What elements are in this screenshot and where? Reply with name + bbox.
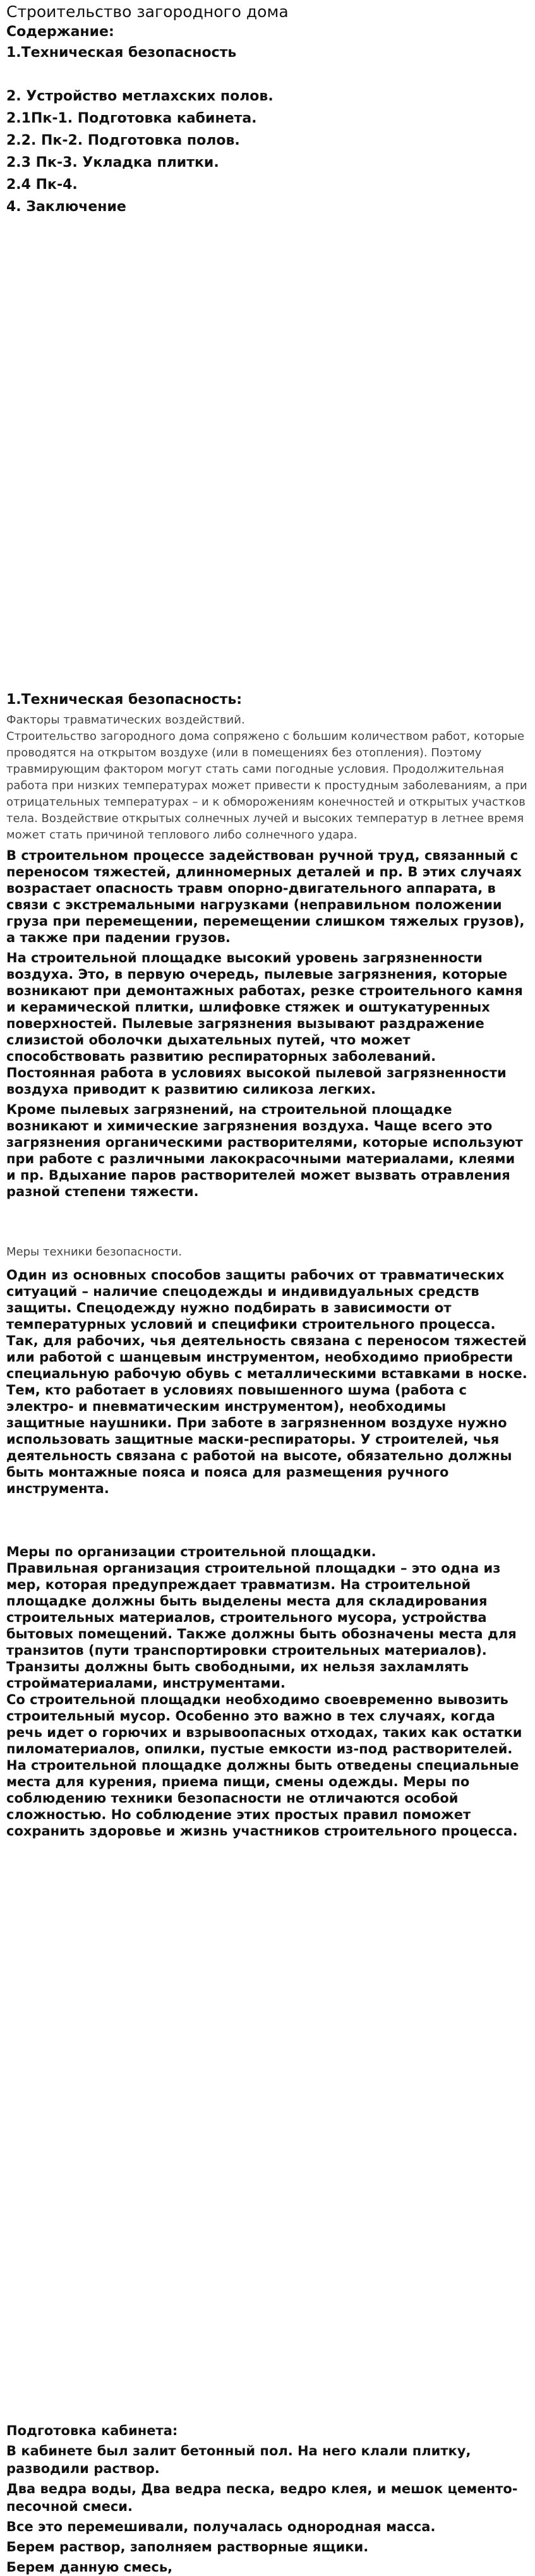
toc-item: 2.4 Пк-4. (6, 177, 78, 193)
document-title: Строительство загородного дома (6, 3, 289, 21)
cabinet-line: Два ведра воды, Два ведра песка, ведро клея, и мешок цементо-песочной смеси. (6, 2481, 518, 2514)
toc-spacer (6, 64, 529, 85)
cabinet-heading: Подготовка кабинета: (6, 2423, 178, 2438)
org-heading: Меры по организации строительной площадки. (6, 1544, 376, 1559)
cabinet-line: Берем данную смесь, (6, 2560, 173, 2575)
toc-heading: Содержание: (6, 24, 114, 40)
paragraph: В строительном процессе задействован ручной труд, связанный с переносом тяжестей, длинномерных деталей и пр. В этих случаях возрастает опасность травм опорно-двигательного аппарата, в связи с экстремальными нагрузками (неправильном положении груза при перемещении, перемещении слишком тяжелых грузов), а также при падении грузов. (6, 848, 525, 945)
factors-heading: Факторы травматических воздействий. (6, 713, 245, 727)
cabinet-line: Берем раствор, заполняем растворные ящики. (6, 2539, 369, 2555)
paragraph: Один из основных способов защиты рабочих от травматических ситуаций – наличие спецодежды и индивидуальных средств защиты. Спецодежду нужно подбирать в зависимости от температурных условий и специфики строительного процесса. Так, для рабочих, чья деятельность связана с переносом тяжестей или работой с шанцевым инструментом, необходимо приобрести специальную рабочую обувь с металлическими вставками в носке. Тем, кто работает в условиях повышенного шума (работа с электро- и пневматическим инструментом), необходимы защитные наушники. При заботе в загрязненном воздухе нужно использовать защитные маски-респираторы. У строителей, чья деятельность связана с работой на высоте, обязательно должны быть монтажные пояса и пояса для размещения ручного инструмента. (6, 1267, 527, 1496)
paragraph: Со строительной площадки необходимо своевременно вывозить строительный мусор. Особенно это важно в тех случаях, когда речь идет о горючих и взрывоопасных отходах, таких как остатки пиломатериалов, опилки, пустые емкости из-под растворителей. На строительной площадке должны быть отведены специальные места для курения, приема пищи, смены одежды. Меры по соблюдению техники безопасности не отличаются особой сложностью. Но соблюдение этих простых правил поможет сохранить здоровье и жизнь участников строительного процесса. (6, 1692, 522, 1839)
cabinet-line: В кабинете был залит бетонный пол. На него клали плитку, разводили раствор. (6, 2443, 471, 2476)
toc-item: 2. Устройство метлахских полов. (6, 88, 274, 104)
blank-space (6, 1200, 529, 1244)
blank-space (6, 1839, 529, 2422)
section-heading: 1.Техническая безопасность: (6, 692, 243, 708)
toc-item: 2.3 Пк-3. Укладка плитки. (6, 155, 219, 171)
blank-space (6, 1497, 529, 1544)
paragraph: На строительной площадке высокий уровень загрязненности воздуха. Это, в первую очередь, пылевые загрязнения, которые возникают при демонтажных работах, резке строительного камня и керамической плитки, шлифовке стяжек и оштукатуренных поверхностей. Пылевые загрязнения вызывают раздражение слизистой оболочки дыхательных путей, что может способствовать развитию респираторных заболеваний. Постоянная работа в условиях высокой пылевой загрязненности воздуха приводит к развитию силикоза легких. (6, 950, 523, 1097)
cabinet-line: Все это перемешивали, получалась однородная масса. (6, 2519, 436, 2534)
toc-item: 2.2. Пк-2. Подготовка полов. (6, 133, 240, 148)
document-page (6, 0, 529, 2576)
toc-item: 1.Техническая безопасность (6, 45, 237, 61)
paragraph: Правильная организация строительной площадки – это одна из мер, которая предупреждает травматизм. На строительной площадке должны быть выделены места для складирования строительных материалов, строительного мусора, устройства бытовых помещений. Также должны быть обозначены места для транзитов (пути транспортировки строительных материалов). Транзиты должны быть свободными, их нельзя захламлять стройматериалами, инструментами. (6, 1561, 517, 1691)
paragraph: Кроме пылевых загрязнений, на строительной площадке возникают и химические загрязнения воздуха. Чаще всего это загрязнения органическими растворителями, которые используют при работе с различными лакокрасочными материалами, клеями и пр. Вдыхание паров растворителей может вызвать отравления разной степени тяжести. (6, 1102, 523, 1199)
blank-space (6, 218, 529, 691)
factors-paragraph: Строительство загородного дома сопряжено с большим количеством работ, которые проводятся на открытом воздухе (или в помещениях без отопления). Поэтому травмирующим фактором могут стать сами погодные условия. Продолжительная работа при низких температурах может привести к простудным заболеваниям, а при отрицательных температурах – и к обморожениям конечностей и открытых участков тела. Воздействие открытых солнечных лучей и высоких температур в летнее время может стать причиной теплового либо солнечного удара. (6, 730, 527, 842)
toc-item: 2.1Пк-1. Подготовка кабинета. (6, 111, 257, 126)
safety-heading: Меры техники безопасности. (6, 1245, 182, 1259)
toc-item: 4. Заключение (6, 199, 126, 215)
